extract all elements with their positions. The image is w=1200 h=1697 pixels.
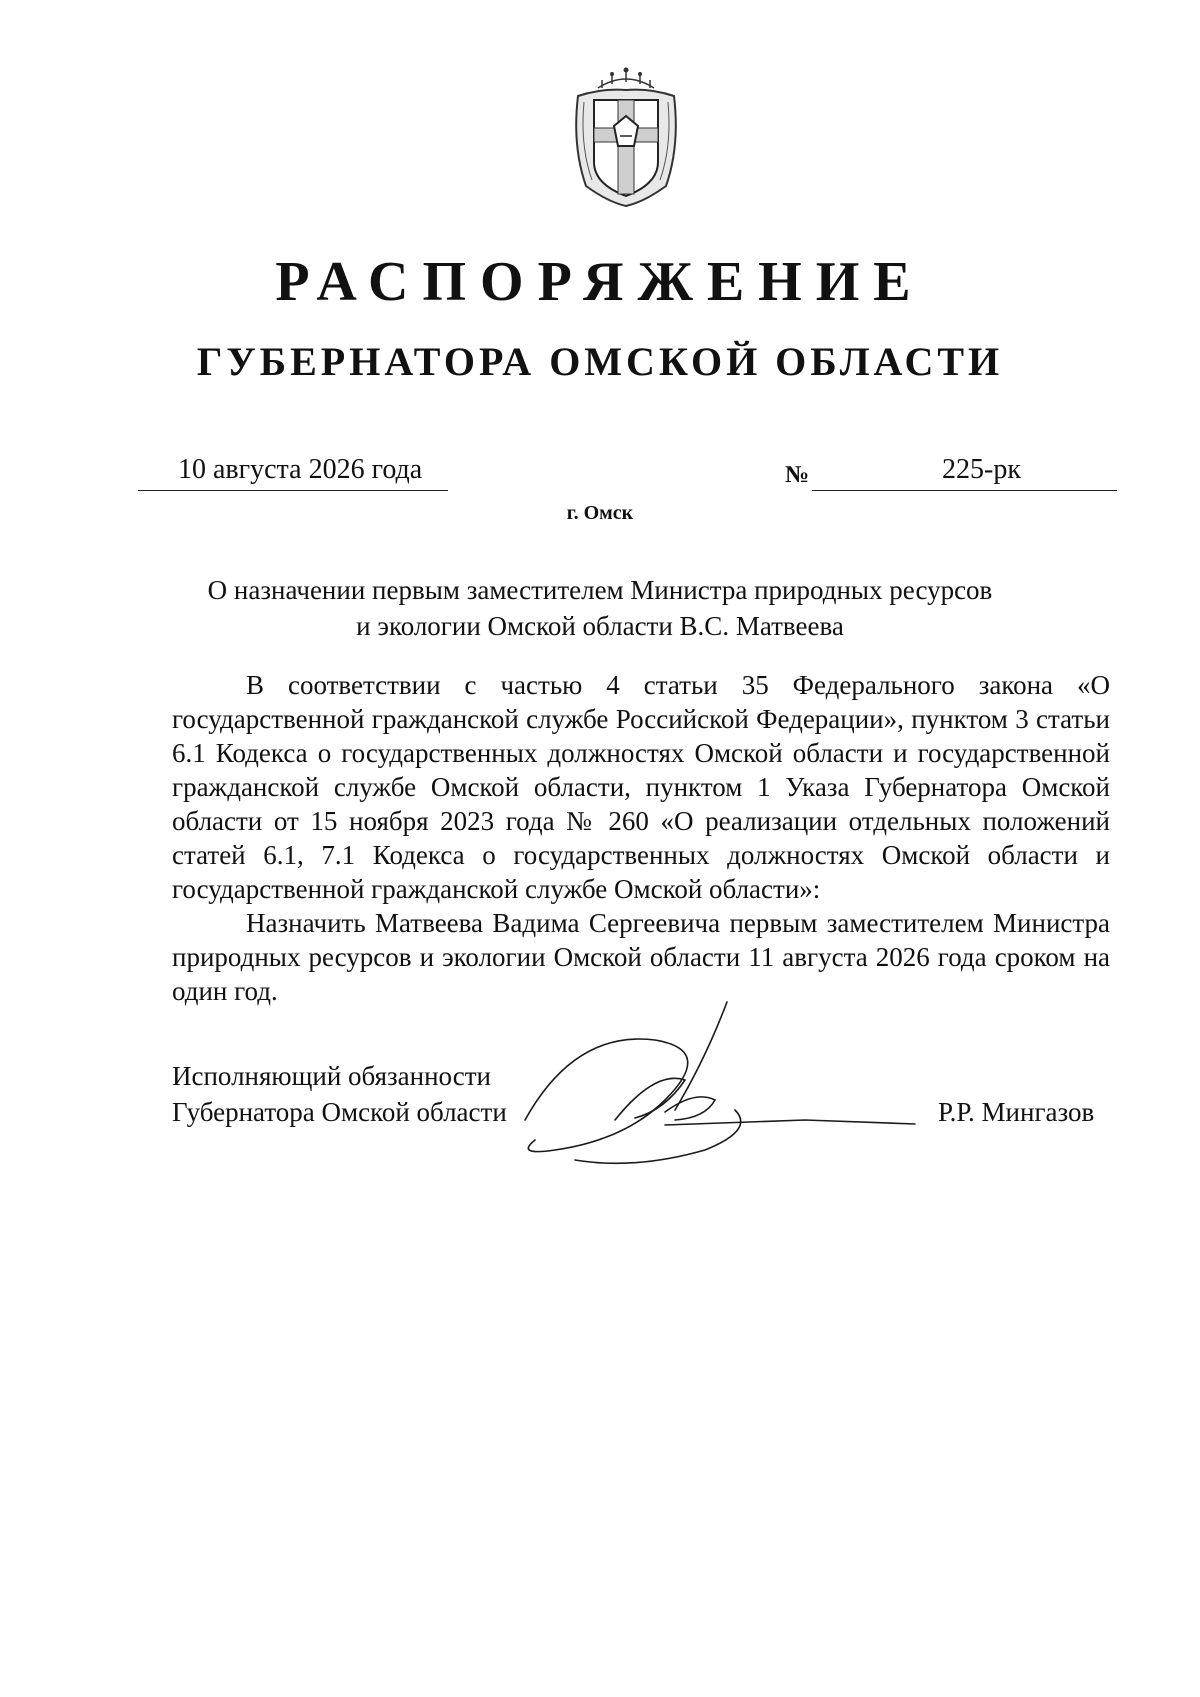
body-paragraph: Назначить Матвеева Вадима Сергеевича первым заместителем Министра природных ресурсов и экологии Омской области 11 августа 2026 года сроком на один год. xyxy=(172,908,1110,1006)
document-date: 10 августа 2026 года xyxy=(178,454,423,485)
document-number: 225-рк xyxy=(942,454,1021,485)
handwritten-signature-icon xyxy=(515,1000,935,1180)
document-type-title: РАСПОРЯЖЕНИЕ xyxy=(275,251,925,313)
number-field xyxy=(812,450,1117,491)
document-heading xyxy=(160,572,1040,644)
heading-line: и экологии Омской области В.С. Матвеева xyxy=(356,611,844,641)
coat-of-arms-icon xyxy=(568,66,684,208)
number-label: № xyxy=(785,462,810,488)
signatory-position xyxy=(172,1058,507,1130)
issuer-title: ГУБЕРНАТОРА ОМСКОЙ ОБЛАСТИ xyxy=(196,339,1004,384)
date-field xyxy=(138,450,448,491)
heading-line: О назначении первым заместителем Министра природных ресурсов xyxy=(207,575,993,605)
signatory-name: Р.Р. Мингазов xyxy=(938,1097,1095,1127)
position-line: Исполняющий обязанности xyxy=(172,1061,491,1091)
position-line: Губернатора Омской области xyxy=(172,1097,507,1127)
body-paragraph: В соответствии с частью 4 статьи 35 Федерального закона «О государственной гражданской службе Российской Федерации», пунктом 3 статьи 6.1 Кодекса о государственных должностях Омской области и государственной гражданской службе Омской области, пунктом 1 Указа Губернатора Омской области от 15 ноября 2023 года № 260 «О реализации отдельных положений статей 6.1, 7.1 Кодекса о государственных должностях Омской области и государственной гражданской службе Омской области»: xyxy=(172,670,1110,904)
document-body xyxy=(172,668,1110,1008)
city: г. Омск xyxy=(566,502,634,524)
